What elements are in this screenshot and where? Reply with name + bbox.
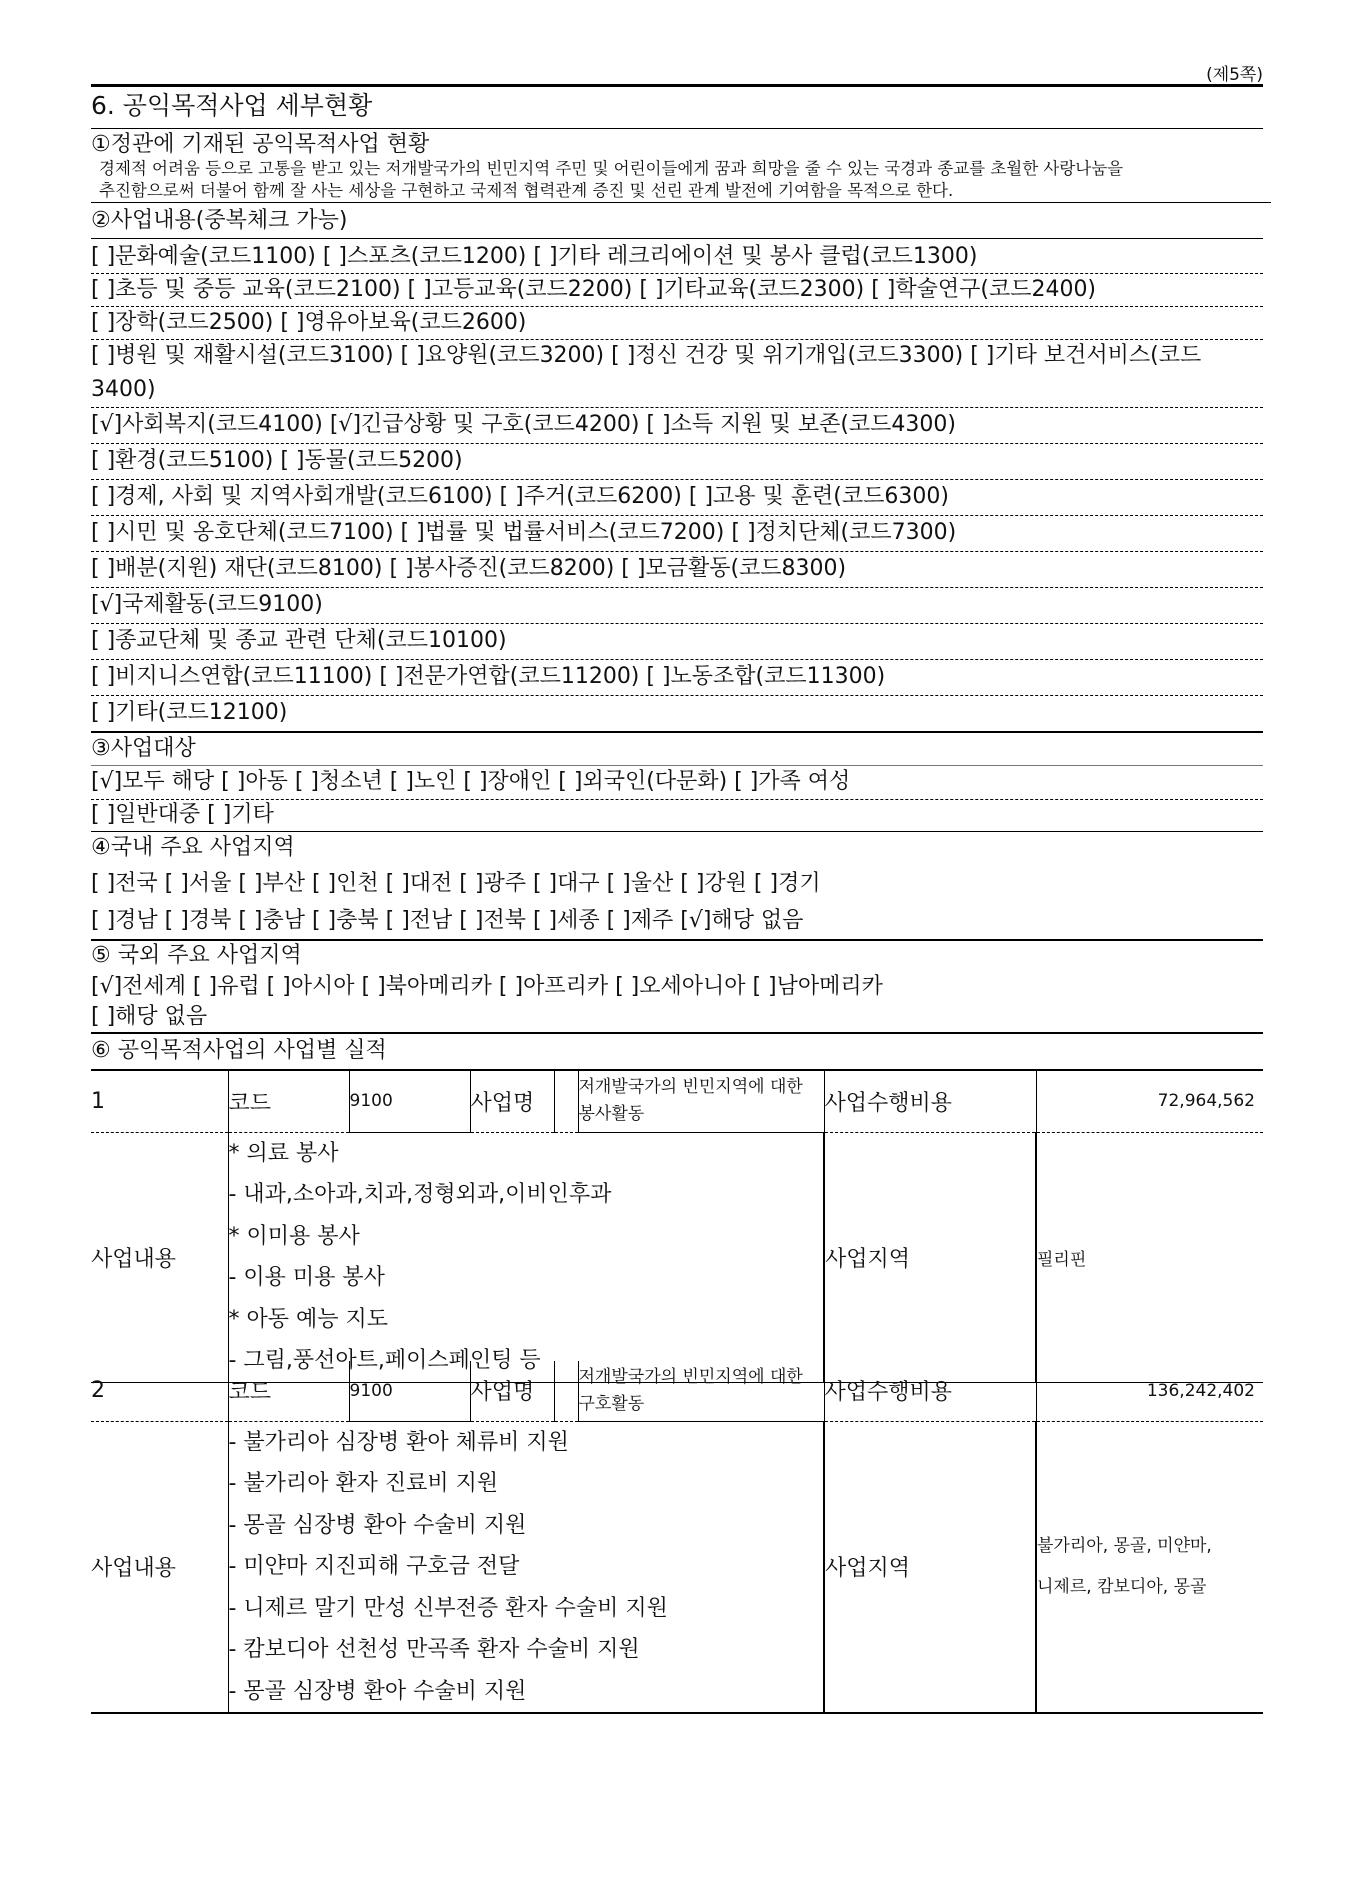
section2-line: 3400)	[91, 373, 1263, 408]
section1-heading: ①정관에 기재된 공익목적사업 현황	[91, 132, 430, 157]
section2-line: [ ]배분(지원) 재단(코드8100) [ ]봉사증진(코드8200) [ ]모금활동(코드8300)	[91, 551, 1263, 588]
record-table-2	[91, 1361, 1263, 1714]
business-name-line1: 저개발국가의 빈민지역에 대한	[578, 1366, 803, 1387]
region-line2: 니제르, 캄보디아, 몽골	[1037, 1576, 1207, 1597]
region-line1: 불가리아, 몽골, 미얀마,	[1037, 1535, 1212, 1556]
region-line1: 필리핀	[1037, 1249, 1087, 1270]
content-list	[228, 1132, 824, 1382]
section2-line: [ ]기타(코드12100)	[91, 695, 1263, 733]
region-value	[1036, 1132, 1263, 1382]
business-name-line2: 봉사활동	[578, 1104, 645, 1125]
section3-line2: [ ]일반대중 [ ]기타	[91, 799, 1263, 832]
code-label: 코드	[228, 1071, 349, 1132]
content-item: - 내과,소아과,치과,정형외과,이비인후과	[228, 1182, 612, 1207]
region-value	[1036, 1421, 1263, 1713]
section3-line1: [√]모두 해당 [ ]아동 [ ]청소년 [ ]노인 [ ]장애인 [ ]외국인(다문화) [ ]가족 여성	[91, 765, 1263, 800]
name-label: 사업명	[470, 1071, 554, 1132]
section4-line2: [ ]경남 [ ]경북 [ ]충남 [ ]충북 [ ]전남 [ ]전북 [ ]세종 [ ]제주 [√]해당 없음	[91, 902, 1263, 941]
content-item: * 이미용 봉사	[228, 1223, 360, 1249]
content-label: 사업내용	[91, 1132, 228, 1382]
code-label: 코드	[228, 1361, 349, 1421]
section2-line: [ ]환경(코드5100) [ ]동물(코드5200)	[91, 443, 1263, 480]
section2-line: [√]사회복지(코드4100) [√]긴급상황 및 구호(코드4200) [ ]소득 지원 및 보존(코드4300)	[91, 407, 1263, 444]
section1-text-line2: 추진함으로써 더불어 함께 잘 사는 세상을 구현하고 국제적 협력관계 증진 및 선린 관계 발전에 기여함을 목적으로 한다.	[91, 180, 1271, 203]
cost-label: 사업수행비용	[824, 1361, 1036, 1421]
content-item: - 미얀마 지진피해 구호금 전달	[228, 1554, 520, 1579]
section2-line: [ ]비지니스연합(코드11100) [ ]전문가연합(코드11200) [ ]노동조합(코드11300)	[91, 659, 1263, 696]
record-number: 1	[91, 1071, 228, 1132]
page-number: (제5쪽)	[1206, 65, 1263, 85]
name-label-spacer	[554, 1071, 578, 1132]
name-label-spacer	[554, 1361, 578, 1421]
section5-heading: ⑤ 국외 주요 사업지역	[91, 943, 302, 968]
section2-line: [ ]문화예술(코드1100) [ ]스포츠(코드1200) [ ]기타 레크리에이션 및 봉사 클럽(코드1300)	[91, 240, 1263, 274]
business-name-line2: 구호활동	[578, 1393, 645, 1414]
section2-line: [ ]초등 및 중등 교육(코드2100) [ ]고등교육(코드2200) [ ]기타교육(코드2300) [ ]학술연구(코드2400)	[91, 273, 1263, 307]
content-item: - 몽골 심장병 환아 수술비 지원	[228, 1512, 527, 1538]
region-label: 사업지역	[824, 1132, 1036, 1382]
section2-line: [√]국제활동(코드9100)	[91, 587, 1263, 624]
section2-heading: ②사업내용(중복체크 가능)	[91, 204, 1263, 239]
content-item: - 불가리아 환자 진료비 지원	[228, 1471, 499, 1496]
record-number: 2	[91, 1361, 228, 1421]
content-item: - 불가리아 심장병 환아 체류비 지원	[228, 1429, 569, 1455]
section3-heading: ③사업대상	[91, 733, 1263, 766]
business-name-line1: 저개발국가의 빈민지역에 대한	[578, 1077, 803, 1098]
content-item: - 니제르 말기 만성 신부전증 환자 수술비 지원	[228, 1595, 668, 1621]
section6-heading: ⑥ 공익목적사업의 사업별 실적	[91, 1033, 1263, 1071]
business-name	[578, 1361, 824, 1421]
code-value: 9100	[349, 1361, 470, 1421]
page-title: 6. 공익목적사업 세부현황	[91, 84, 1263, 129]
cost-value: 136,242,402	[1036, 1361, 1263, 1421]
cost-value: 72,964,562	[1036, 1071, 1263, 1132]
content-item: - 몽골 심장병 환아 수술비 지원	[228, 1678, 527, 1704]
record-table-1	[91, 1071, 1263, 1383]
content-item: - 그림,풍선아트,페이스페인팅 등	[228, 1348, 541, 1373]
section2-line: [ ]경제, 사회 및 지역사회개발(코드6100) [ ]주거(코드6200) [ ]고용 및 훈련(코드6300)	[91, 479, 1263, 516]
section2-line: [ ]시민 및 옹호단체(코드7100) [ ]법률 및 법률서비스(코드7200) [ ]정치단체(코드7300)	[91, 515, 1263, 552]
section5-line1: [√]전세계 [ ]유럽 [ ]아시아 [ ]북아메리카 [ ]아프리카 [ ]오세아니아 [ ]남아메리카	[91, 974, 883, 999]
section4-line1: [ ]전국 [ ]서울 [ ]부산 [ ]인천 [ ]대전 [ ]광주 [ ]대구 [ ]울산 [ ]강원 [ ]경기	[91, 871, 821, 896]
section1-text-line1: 경제적 어려움 등으로 고통을 받고 있는 저개발국가의 빈민지역 주민 및 어린이들에게 꿈과 희망을 줄 수 있는 국경과 종교를 초월한 사랑나눔을	[99, 159, 1124, 178]
code-value: 9100	[349, 1071, 470, 1132]
section4-heading: ④국내 주요 사업지역	[91, 835, 295, 860]
content-item: - 캄보디아 선천성 만곡족 환자 수술비 지원	[228, 1637, 640, 1662]
content-item: - 이용 미용 봉사	[228, 1265, 385, 1290]
section5-line2: [ ]해당 없음	[91, 1002, 1263, 1034]
section2-line: [ ]장학(코드2500) [ ]영유아보육(코드2600)	[91, 306, 1263, 340]
content-label: 사업내용	[91, 1421, 228, 1713]
content-list	[228, 1421, 824, 1713]
section2-line: [ ]종교단체 및 종교 관련 단체(코드10100)	[91, 623, 1263, 660]
section2-line: [ ]병원 및 재활시설(코드3100) [ ]요양원(코드3200) [ ]정신 건강 및 위기개입(코드3300) [ ]기타 보건서비스(코드	[91, 343, 1202, 368]
name-label: 사업명	[470, 1361, 554, 1421]
region-label: 사업지역	[824, 1421, 1036, 1713]
cost-label: 사업수행비용	[824, 1071, 1036, 1132]
content-item: * 아동 예능 지도	[228, 1306, 388, 1332]
business-name	[578, 1071, 824, 1132]
content-item: * 의료 봉사	[228, 1140, 339, 1166]
